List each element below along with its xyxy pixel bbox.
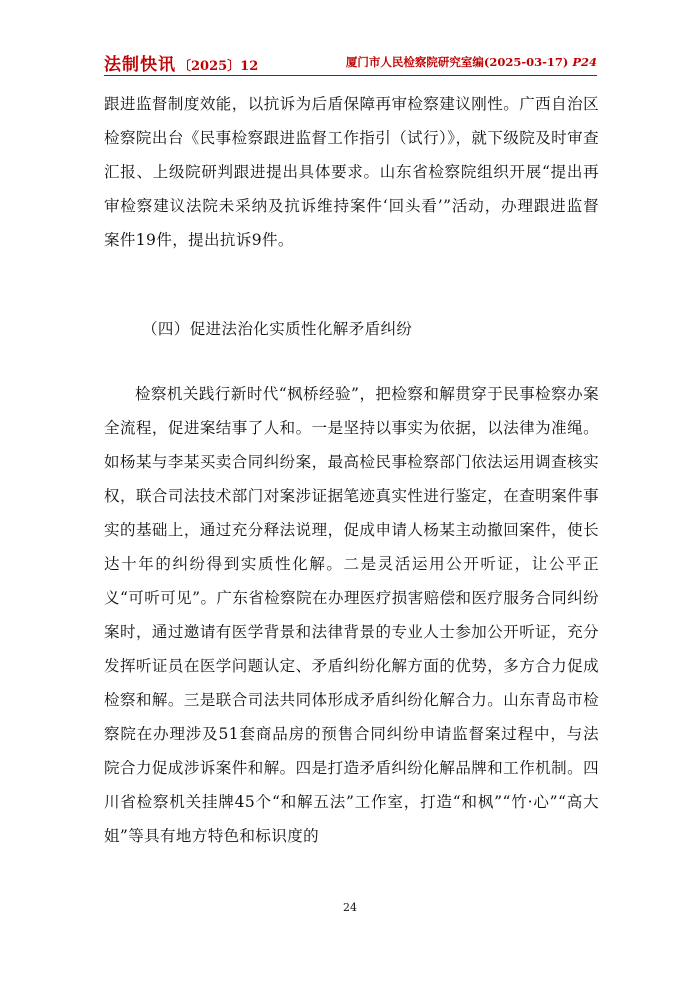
section-heading: （四）促进法治化实质性化解矛盾纠纷 bbox=[142, 320, 413, 338]
issue-number: 〔2025〕12 bbox=[178, 59, 259, 74]
source-editor: 厦门市人民检察院研究室编(2025-03-17) bbox=[345, 55, 569, 69]
publication-title: 法制快讯 bbox=[104, 55, 176, 75]
paragraph-dispute-resolution: 检察机关践行新时代“枫桥经验”，把检察和解贯穿于民事检察办案全流程，促进案结事了人和。一是坚持以事实为依据，以法律为准绳。如杨某与李某买卖合同纠纷案，最高检民事检察部门依法运用调查核实权，联合司法技术部门对案涉证据笔迹真实性进行鉴定，在查明案件事实的基础上，通过充分释法说理，促成申请人杨某主动撤回案件，使长达十年的纠纷得到实质性化解。二是灵活运用公开听证，让公平正义“可听可见”。广东省检察院在办理医疗损害赔偿和医疗服务合同纠纷案时，通过邀请有医学背景和法律背景的专业人士参加公开听证，充分发挥听证员在医学问题认定、矛盾纠纷化解方面的优势，多方合力促成检察和解。三是联合司法共同体形成矛盾纠纷化解合力。山东青岛市检察院在办理涉及51套商品房的预售合同纠纷申请监督案过程中，与法院合力促成涉诉案件和解。四是打造矛盾纠纷化解品牌和工作机制。四川省检察机关挂牌45个“和解五法”工作室，打造“和枫”“竹·心”“高大姐”等具有地方特色和标识度的 bbox=[104, 385, 599, 845]
header-publication bbox=[104, 50, 258, 75]
header-page-label: P24 bbox=[572, 55, 597, 69]
header-divider bbox=[104, 75, 597, 76]
page-number: 24 bbox=[343, 901, 357, 914]
page-header bbox=[104, 50, 597, 80]
paragraph-followup-supervision: 跟进监督制度效能，以抗诉为后盾保障再审检察建议刚性。广西自治区检察院出台《民事检察跟进监督工作指引（试行）》，就下级院及时审查汇报、上级院研判跟进提出具体要求。山东省检察院组织开展“提出再审检察建议法院未采纳及抗诉维持案件‘回头看’”活动，办理跟进监督案件19件，提出抗诉9件。 bbox=[104, 95, 599, 249]
header-source bbox=[346, 54, 597, 70]
